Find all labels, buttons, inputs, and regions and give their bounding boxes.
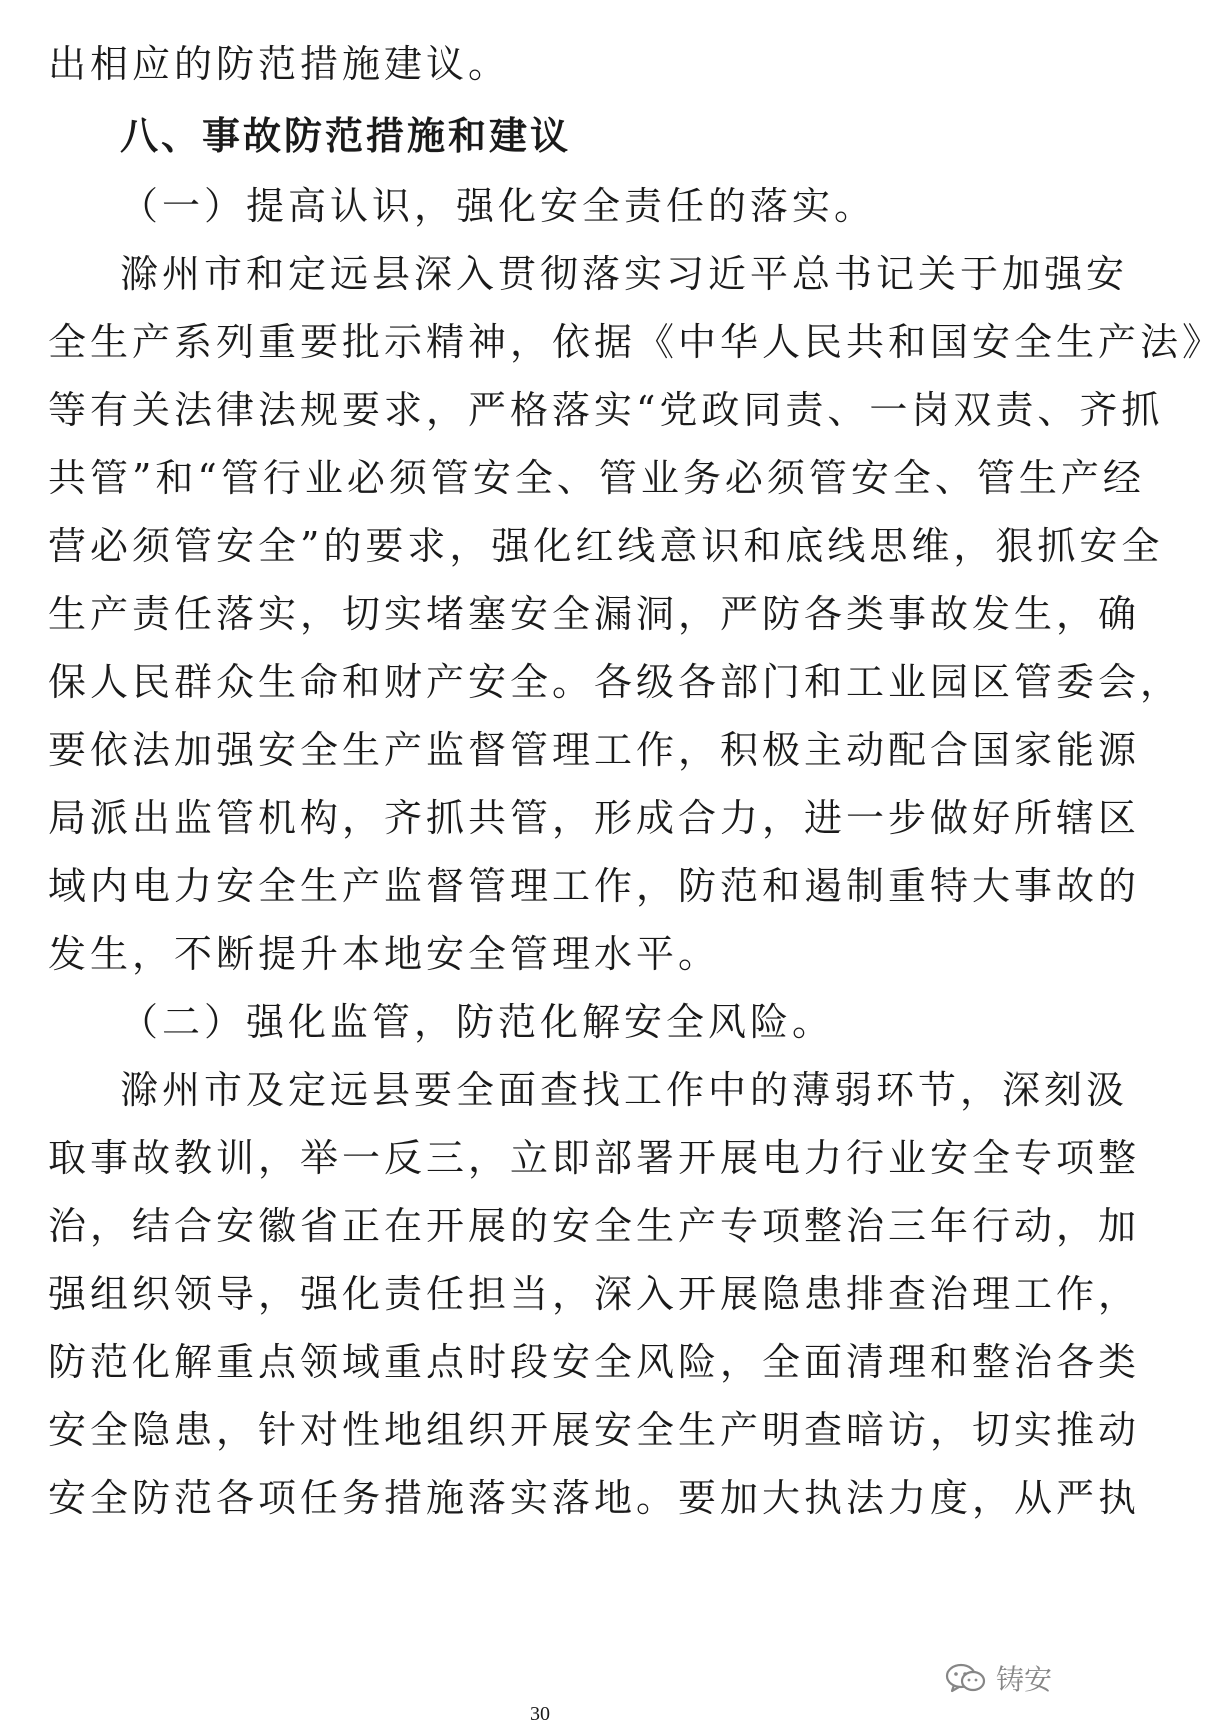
- page-number: 30: [530, 1703, 550, 1725]
- paragraph-2-line-1: 滁州市及定远县要全面查找工作中的薄弱环节，深刻汲: [120, 1068, 1129, 1112]
- paragraph-2-line-7: 安全防范各项任务措施落实落地。要加大执法力度，从严执: [48, 1476, 1141, 1520]
- paragraph-1-line-9: 局派出监管机构，齐抓共管，形成合力，进一步做好所辖区: [48, 796, 1141, 840]
- paragraph-1-line-8: 要依法加强安全生产监督管理工作，积极主动配合国家能源: [48, 728, 1141, 772]
- paragraph-1-line-10: 域内电力安全生产监督管理工作，防范和遏制重特大事故的: [48, 864, 1141, 908]
- subheading-2: （二）强化监管，防范化解安全风险。: [120, 1000, 835, 1044]
- paragraph-1-line-2: 全生产系列重要批示精神，依据《中华人民共和国安全生产法》: [48, 320, 1224, 364]
- subheading-1: （一）提高认识，强化安全责任的落实。: [120, 184, 877, 228]
- paragraph-1-line-11: 发生，不断提升本地安全管理水平。: [48, 932, 721, 976]
- paragraph-1-line-3: 等有关法律法规要求，严格落实“党政同责、一岗双责、齐抓: [48, 388, 1164, 432]
- paragraph-2-line-6: 安全隐患，针对性地组织开展安全生产明查暗访，切实推动: [48, 1408, 1141, 1452]
- paragraph-2-line-3: 治，结合安徽省正在开展的安全生产专项整治三年行动，加: [48, 1204, 1141, 1248]
- paragraph-1-line-7: 保人民群众生命和财产安全。各级各部门和工业园区管委会，: [48, 660, 1183, 704]
- watermark-text: 铸安: [995, 1663, 1052, 1696]
- paragraph-1-line-4: 共管”和“管行业必须管安全、管业务必须管安全、管生产经: [48, 456, 1145, 500]
- paragraph-1-line-1: 滁州市和定远县深入贯彻落实习近平总书记关于加强安: [120, 252, 1129, 296]
- text-line-continuation: 出相应的防范措施建议。: [48, 42, 511, 86]
- section-heading-8: 八、事故防范措施和建议: [120, 114, 572, 158]
- paragraph-1-line-5: 营必须管安全”的要求，强化红线意识和底线思维，狠抓安全: [48, 524, 1164, 568]
- paragraph-2-line-4: 强组织领导，强化责任担当，深入开展隐患排查治理工作，: [48, 1272, 1141, 1316]
- source-watermark: [944, 1658, 1052, 1698]
- wechat-icon: [944, 1661, 988, 1695]
- paragraph-2-line-2: 取事故教训，举一反三，立即部署开展电力行业安全专项整: [48, 1136, 1141, 1180]
- paragraph-1-line-6: 生产责任落实，切实堵塞安全漏洞，严防各类事故发生，确: [48, 592, 1141, 636]
- paragraph-2-line-5: 防范化解重点领域重点时段安全风险，全面清理和整治各类: [48, 1340, 1141, 1384]
